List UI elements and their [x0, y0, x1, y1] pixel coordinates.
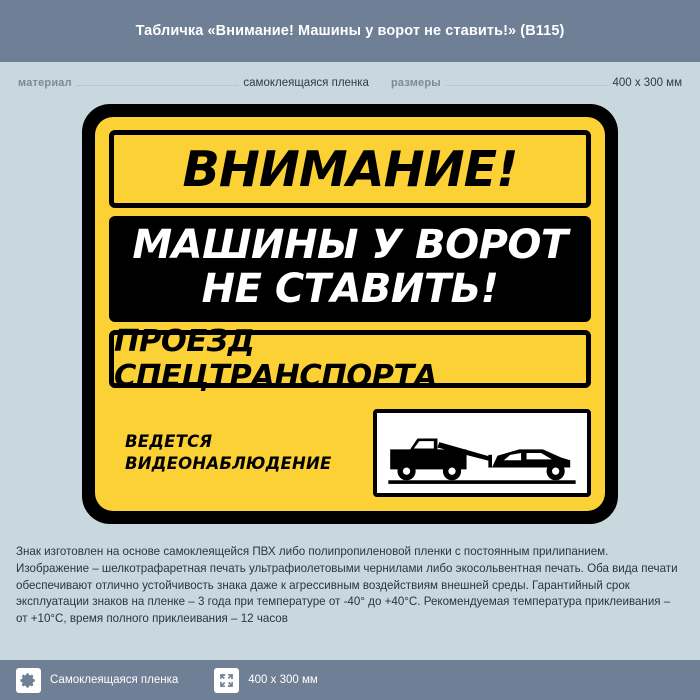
- sign-main-message-band: [109, 216, 591, 322]
- product-description: Знак изготовлен на основе самоклеящейся ПВХ либо полипропиленовой пленки с постоянным прилипанием. Изображение – шелкотрафаретная печать ультрафиолетовыми чернилами либо экосольвентная печать. Оба вида печати обеспечивают отлично устойчивость знака даже к агрессивным воздействиям внешней среды. Гарантийный срок эксплуатации знаков на пленке – 3 года при температуре от -40° до +40°С. Рекомендуемая температура приклеивания – от +10°С, время полного приклеивания – 12 часов: [16, 545, 678, 626]
- page-header: [0, 0, 700, 62]
- sign-plate: [82, 104, 618, 524]
- spec-line: [0, 62, 700, 104]
- page-title: Табличка «Внимание! Машины у ворот не ставить!» (В115): [135, 23, 565, 39]
- sign-face: [95, 117, 605, 511]
- spec-size-value: 400 х 300 мм: [612, 77, 682, 89]
- sign-attention-band: [109, 130, 591, 208]
- sign-transit-text: ПРОЕЗД СПЕЦТРАНСПОРТА: [114, 324, 437, 395]
- footer-material-label: Самоклеящаяся пленка: [50, 674, 179, 686]
- spec-size-label: размеры: [390, 77, 441, 89]
- spec-material-label: материал: [18, 77, 72, 89]
- sign-video-line-2: ВИДЕОНАБЛЮДЕНИЕ: [125, 454, 332, 473]
- gear-icon: [16, 668, 41, 693]
- sign-video-notice: [125, 431, 331, 476]
- dot-leader: [77, 85, 239, 86]
- footer-size-label: 400 х 300 мм: [248, 674, 318, 686]
- sign-attention-text: ВНИМАНИЕ!: [182, 140, 518, 198]
- dot-leader: [446, 85, 608, 86]
- resize-arrows-icon: [214, 668, 239, 693]
- page-footer: [0, 660, 700, 700]
- sign-main-line-1: МАШИНЫ У ВОРОТ: [132, 222, 568, 268]
- footer-size-chip: [214, 668, 318, 693]
- spec-material-value: самоклеящаяся пленка: [243, 77, 369, 89]
- sign-preview-area: [0, 104, 700, 530]
- spec-material: [18, 77, 369, 89]
- spec-size: [391, 77, 682, 89]
- sign-transit-band: [109, 324, 591, 395]
- tow-truck-icon: [373, 409, 591, 497]
- sign-video-line-1: ВЕДЕТСЯ: [125, 431, 213, 451]
- sign-main-line-2: НЕ СТАВИТЬ!: [201, 265, 499, 312]
- footer-material-chip: [16, 668, 178, 693]
